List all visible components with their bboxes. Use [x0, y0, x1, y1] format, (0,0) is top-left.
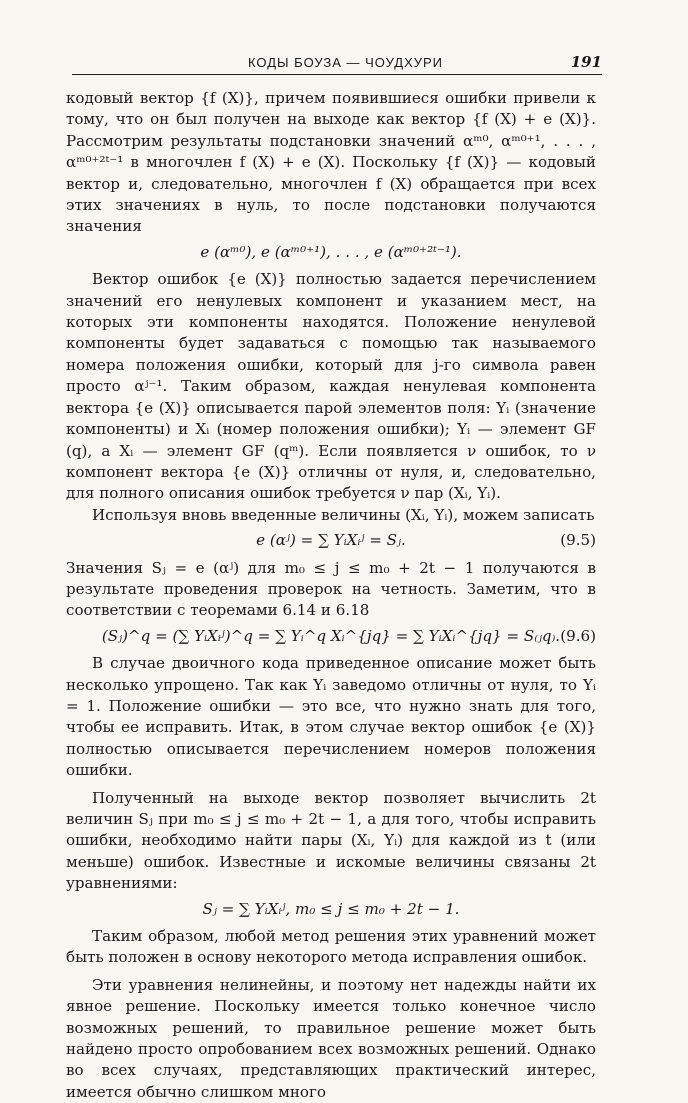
formula-9-5-body: e (αʲ) = ∑ YᵢXᵢʲ = Sⱼ.: [256, 531, 406, 550]
equation-number-9-6: (9.6): [560, 626, 596, 645]
formula-syndrome-equations: Sⱼ = ∑ YᵢXᵢʲ, m₀ ≤ j ≤ m₀ + 2t − 1.: [202, 899, 460, 918]
page-header: [72, 50, 602, 75]
page-number: 191: [570, 53, 602, 71]
page-body: [66, 88, 596, 1103]
paragraph-1: кодовый вектор {f (X)}, причем появившиеся ошибки привели к тому, что он был получен на выходе как вектор {f (X) + e (X)}. Рассмотрим результаты подстановки значений αᵐ⁰, αᵐ⁰⁺¹, . . . , αᵐ⁰⁺²ᵗ⁻¹ в многочлен f (X) + e (X). Поскольку {f (X)} — кодовый вектор и, следовательно, многочлен f (X) обращается при всех этих значениях в нуль, то после подстановки получаются значения: [66, 89, 596, 236]
paragraph-3: Используя вновь введенные величины (Xᵢ, Yᵢ), можем записать: [92, 505, 595, 524]
equation-number-9-5: (9.5): [560, 531, 596, 550]
paragraph-8: Эти уравнения нелинейны, и поэтому нет надежды найти их явное решение. Поскольку имеется только конечное число возможных решений, то правильное решение может быть найдено просто опробованием всех возможных решений. Однако во всех случаях, представляющих практический интерес, имеется обычно слишком много: [66, 975, 596, 1101]
paragraph-4: Значения Sⱼ = e (αʲ) для m₀ ≤ j ≤ m₀ + 2t − 1 получаются в результате проведения проверок на четность. Заметим, что в соответствии с теоремами 6.14 и 6.18: [66, 558, 596, 620]
paragraph-5: В случае двоичного кода приведенное описание может быть несколько упрощено. Так как Yᵢ заведомо отличны от нуля, то Yᵢ = 1. Положение ошибки — это все, что нужно знать для того, чтобы ее исправить. Итак, в этом случае вектор ошибок {e (X)} полностью описывается перечислением номеров положения ошибки.: [66, 654, 596, 780]
formula-syndrome-values: e (αᵐ⁰), e (αᵐ⁰⁺¹), . . . , e (αᵐ⁰⁺²ᵗ⁻¹).: [200, 242, 462, 261]
running-title: КОДЫ БОУЗА — ЧОУДХУРИ: [248, 55, 444, 70]
paragraph-6: Полученный на выходе вектор позволяет вычислить 2t величин Sⱼ при m₀ ≤ j ≤ m₀ + 2t − 1, а для того, чтобы исправить ошибки, необходимо найти пары (Xᵢ, Yᵢ) для каждой из t (или меньше) ошибок. Известные и искомые величины связаны 2t уравнениями:: [66, 788, 596, 893]
formula-9-5: [66, 530, 596, 551]
formula-9-6-body: (Sⱼ)^q = (∑ YᵢXᵢʲ)^q = ∑ Yᵢ^q Xᵢ^{jq} = ∑ YᵢXᵢ^{jq} = S₍ⱼq₎.: [101, 626, 561, 645]
paragraph-2: Вектор ошибок {e (X)} полностью задается перечислением значений его ненулевых компонент и указанием мест, на которых эти компоненты находятся. Положение ненулевой компоненты будет задаваться с помощью так называемого номера положения ошибки, который для j-го символа равен просто αʲ⁻¹. Таким образом, каждая ненулевая компонента вектора {e (X)} описывается парой элементов поля: Yᵢ (значение компоненты) и Xᵢ (номер положения ошибки); Yᵢ — элемент GF (q), а Xᵢ — элемент GF (qᵐ). Если появляется ν ошибок, то ν компонент вектора {e (X)} отличны от нуля, и, следовательно, для полного описания ошибок требуется ν пар (Xᵢ, Yᵢ).: [66, 270, 596, 503]
formula-9-6: [66, 626, 596, 647]
paragraph-7: Таким образом, любой метод решения этих уравнений может быть положен в основу некоторого метода исправления ошибок.: [66, 927, 596, 967]
